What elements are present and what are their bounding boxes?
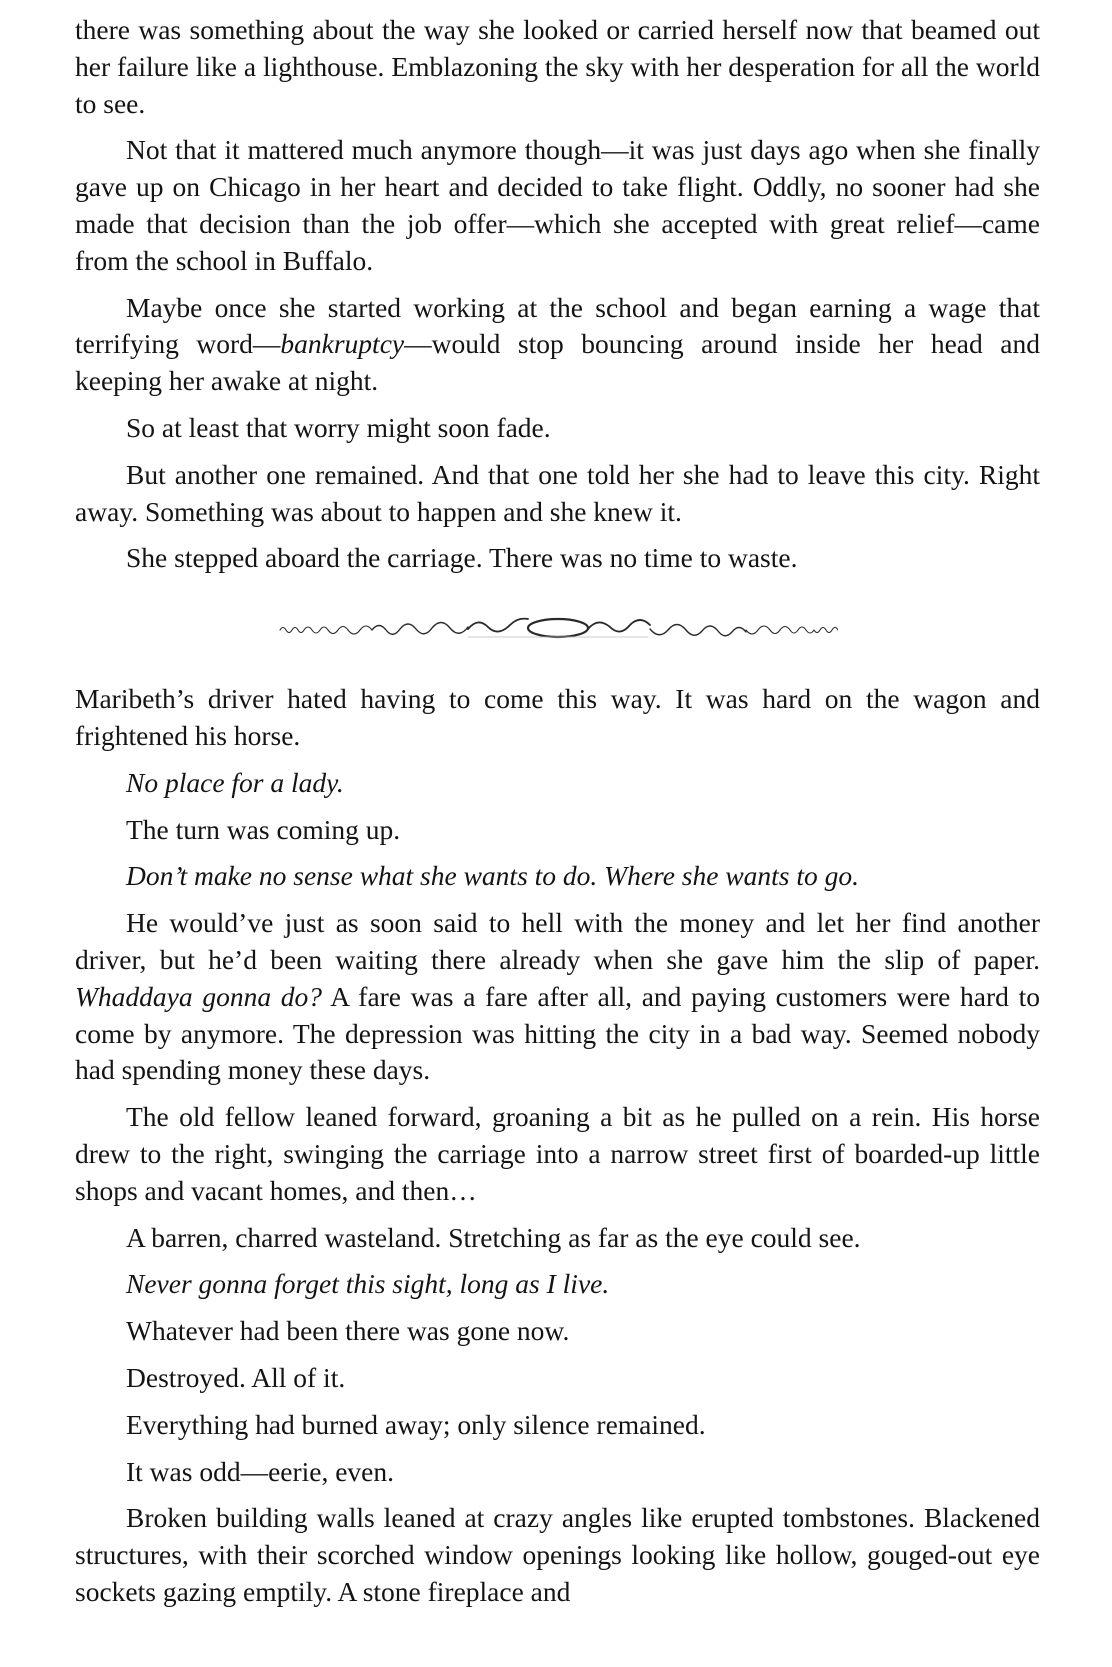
paragraph-leave-city: But another one remained. And that one told her she had to leave this city. Right away. Something was about to happen and she knew it. — [75, 458, 1040, 527]
paragraph-driver: Maribeth’s driver hated having to come this way. It was hard on the wagon and frightened his horse. — [75, 683, 1040, 751]
text-run: —would stop bouncing around inside her head and keeping her awake at night. — [75, 328, 1040, 397]
paragraph-turn: The turn was coming up. — [126, 813, 401, 845]
paragraph-no-sense — [75, 858, 1040, 895]
text-run: Maybe once she started working at the school and began earning a wage that terrifying word— — [75, 291, 1040, 360]
scroll-divider-ornament-icon — [278, 615, 838, 641]
book-page — [75, 12, 1040, 1621]
paragraph-tombstones: Broken building walls leaned at crazy angles like erupted tombstones. Blackened structures, with their scorched window openings looking like hollow, gouged-out eye sockets gazing emptily. A stone fireplace and — [75, 1502, 1040, 1607]
paragraph-wasteland: A barren, charred wasteland. Stretching as far as the eye could see. — [126, 1221, 861, 1253]
paragraph-no-place — [75, 765, 1040, 802]
italic-thought: Never gonna forget this sight, long as I live. — [126, 1268, 610, 1300]
text-run: He would’ve just as soon said to hell with the money and let her find another driver, but he’d been waiting there already when she gave him the slip of paper. — [75, 907, 1040, 975]
paragraph-chicago: Not that it mattered much anymore though—it was just days ago when she finally gave up on Chicago in her heart and decided to take flight. Oddly, no sooner had she made that decision than the job offer—which she accepted with great relief—came from the school in Buffalo. — [75, 134, 1040, 276]
paragraph-never-forget — [75, 1266, 1040, 1303]
paragraph-bankruptcy — [75, 290, 1040, 400]
paragraph-lighthouse: there was something about the way she looked or carried herself now that beamed out her failure like a lighthouse. Emblazoning the sky with her desperation for all the world to see. — [75, 14, 1040, 119]
italic-word-bankruptcy: bankruptcy — [280, 328, 405, 360]
paragraph-burned: Everything had burned away; only silence remained. — [126, 1408, 706, 1440]
paragraph-fare — [75, 905, 1040, 1089]
paragraph-worry: So at least that worry might soon fade. — [126, 411, 551, 443]
paragraph-eerie: It was odd—eerie, even. — [126, 1455, 395, 1487]
paragraph-gone: Whatever had been there was gone now. — [126, 1315, 570, 1347]
paragraph-destroyed: Destroyed. All of it. — [126, 1361, 346, 1393]
paragraph-carriage: She stepped aboard the carriage. There was no time to waste. — [126, 542, 798, 574]
italic-thought: Don’t make no sense what she wants to do. Where she wants to go. — [126, 860, 860, 892]
italic-phrase-whaddaya: Whaddaya gonna do? — [75, 980, 323, 1012]
paragraph-old-fellow: The old fellow leaned forward, groaning a bit as he pulled on a rein. His horse drew to the right, swinging the carriage into a narrow street first of boarded-up little shops and vacant homes, and then… — [75, 1101, 1040, 1206]
text-run: A fare was a fare after all, and paying customers were hard to come by anymore. The depression was hitting the city in a bad way. Seemed nobody had spending money these days. — [75, 980, 1040, 1086]
section-divider — [75, 615, 1040, 641]
italic-thought: No place for a lady. — [126, 766, 344, 798]
